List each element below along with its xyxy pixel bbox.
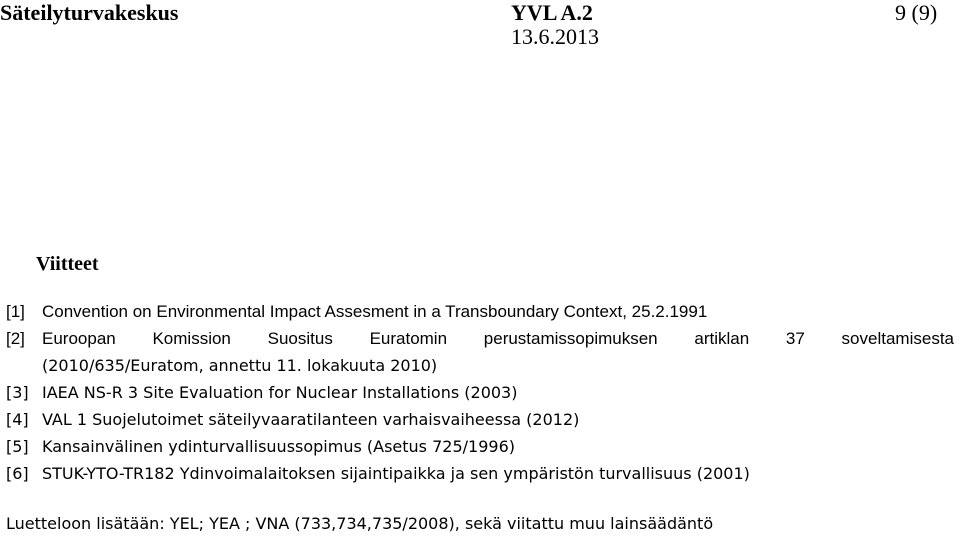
section-heading: Viitteet	[36, 253, 99, 275]
reference-number: [5]	[6, 437, 29, 456]
guide-id: YVL A.2	[511, 0, 593, 25]
reference-item	[6, 409, 579, 431]
reference-item	[6, 382, 517, 404]
footer-note: Luetteloon lisätään: YEL; YEA ; VNA (733,734,735/2008), sekä viitattu muu lainsäädäntö	[6, 514, 714, 533]
organization-name: Säteilyturvakeskus	[0, 0, 179, 25]
reference-item	[6, 328, 956, 350]
reference-item	[6, 463, 750, 485]
document-date: 13.6.2013	[511, 24, 599, 49]
reference-number: [3]	[6, 383, 29, 402]
reference-text: IAEA NS-R 3 Site Evaluation for Nuclear Installations (2003)	[42, 383, 518, 402]
page-number: 9 (9)	[895, 0, 938, 25]
reference-text: Kansainvälinen ydinturvallisuussopimus (Asetus 725/1996)	[42, 437, 515, 456]
reference-text: Convention on Environmental Impact Assesment in a Transboundary Context, 25.2.1991	[42, 302, 708, 321]
reference-item	[6, 301, 707, 323]
reference-text: Euroopan Komission Suositus Euratomin perustamissopimuksen artiklan 37 soveltamisesta	[42, 329, 954, 348]
reference-text: STUK-YTO-TR182 Ydinvoimalaitoksen sijaintipaikka ja sen ympäristön turvallisuus (2001)	[42, 464, 750, 483]
reference-text: VAL 1 Suojelutoimet säteilyvaaratilanteen varhaisvaiheessa (2012)	[42, 410, 580, 429]
reference-continuation: (2010/635/Euratom, annettu 11. lokakuuta 2010)	[42, 356, 438, 375]
reference-number: [6]	[6, 464, 29, 483]
reference-item	[6, 436, 515, 458]
reference-number: [4]	[6, 410, 29, 429]
reference-number: [1]	[6, 302, 25, 321]
reference-number: [2]	[6, 329, 25, 348]
